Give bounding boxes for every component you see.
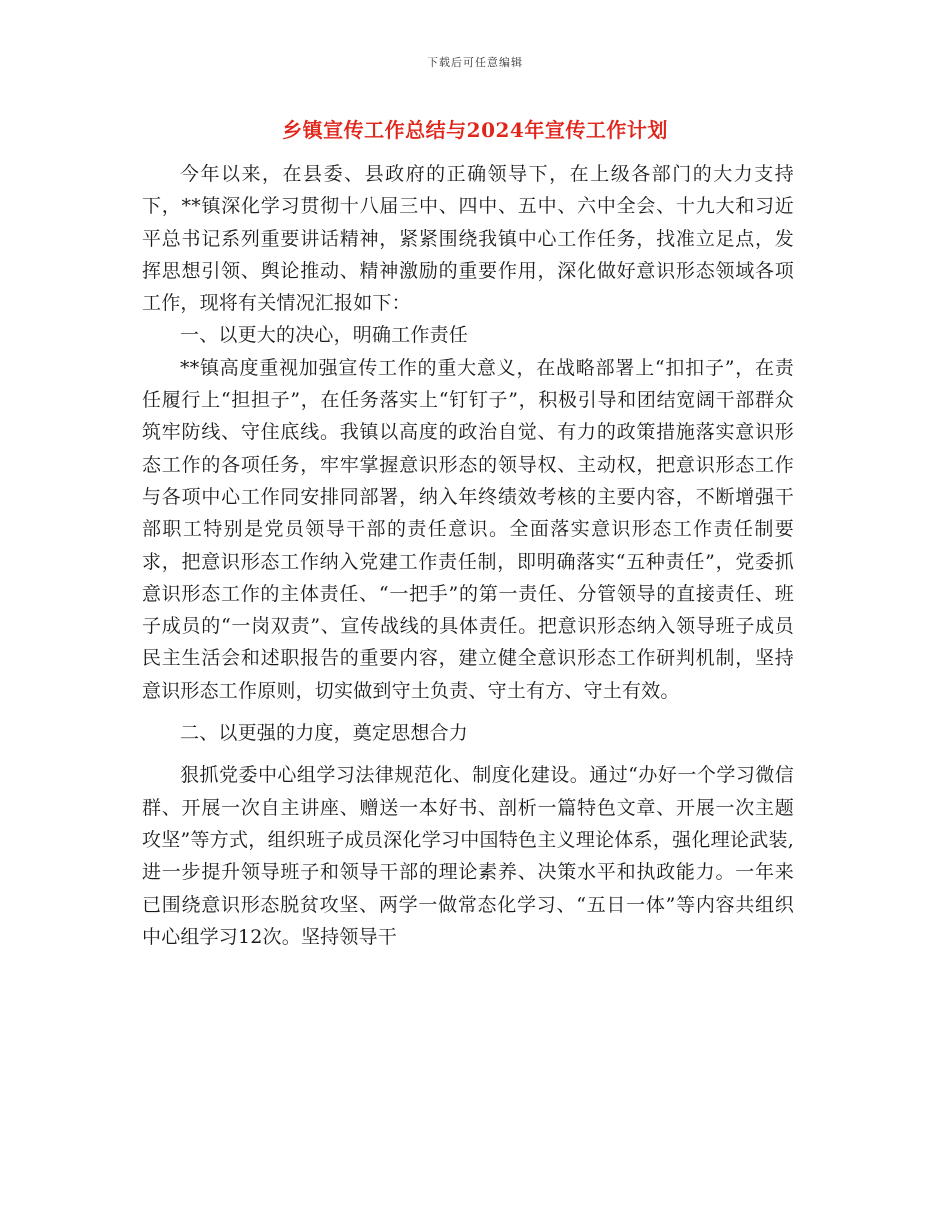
section-heading-1: 一、以更大的决心，明确工作责任 xyxy=(180,324,469,347)
section-heading-2: 二、以更强的力度，奠定思想合力 xyxy=(180,722,469,745)
paragraph-section-1: **镇高度重视加强宣传工作的重大意义，在战略部署上“扣扣子”，在责任履行上“担担子”，在任务落实上“钉钉子”，积极引导和团结宽阔干部群众筑牢防线、守住底线。我镇以高度的政治自觉、有力的政策措施落实意识形态工作的各项任务，牢牢掌握意识形态的领导权、主动权，把意识形态工作与各项中心工作同安排同部署，纳入年终绩效考核的主要内容，不断增强干部职工特别是党员领导干部的责任意识。全面落实意识形态工作责任制要求，把意识形态工作纳入党建工作责任制，即明确落实“五种责任”，党委抓意识形态工作的主体责任、“一把手”的第一责任、分管领导的直接责任、班子成员的“一岗双责”、宣传战线的具体责任。把意识形态纳入领导班子成员民主生活会和述职报告的重要内容，建立健全意识形态工作研判机制，坚持意识形态工作原则，切实做到守土负责、守土有方、守土有效。 xyxy=(142,356,794,702)
document-body xyxy=(142,158,794,953)
document-title: 乡镇宣传工作总结与2024年宣传工作计划 xyxy=(282,118,668,142)
paragraph-section-2: 狠抓党委中心组学习法律规范化、制度化建设。通过“办好一个学习微信群、开展一次自主讲座、赠送一本好书、剖析一篇特色文章、开展一次主题攻坚”等方式，组织班子成员深化学习中国特色主义理论体系，强化理论武装,进一步提升领导班子和领导干部的理论素养、决策水平和执政能力。一年来已围绕意识形态脱贫攻坚、两学一做常态化学习、“五日一体”等内容共组织中心组学习12次。坚持领导干 xyxy=(142,764,794,948)
paragraph-intro: 今年以来，在县委、县政府的正确领导下，在上级各部门的大力支持下，**镇深化学习贯彻十八届三中、四中、五中、六中全会、十九大和习近平总书记系列重要讲话精神，紧紧围绕我镇中心工作任务，找准立足点，发挥思想引领、舆论推动、精神激励的重要作用，深化做好意识形态领域各项工作，现将有关情况汇报如下： xyxy=(142,163,794,315)
page-header: 下载后可任意编辑 xyxy=(427,56,523,69)
